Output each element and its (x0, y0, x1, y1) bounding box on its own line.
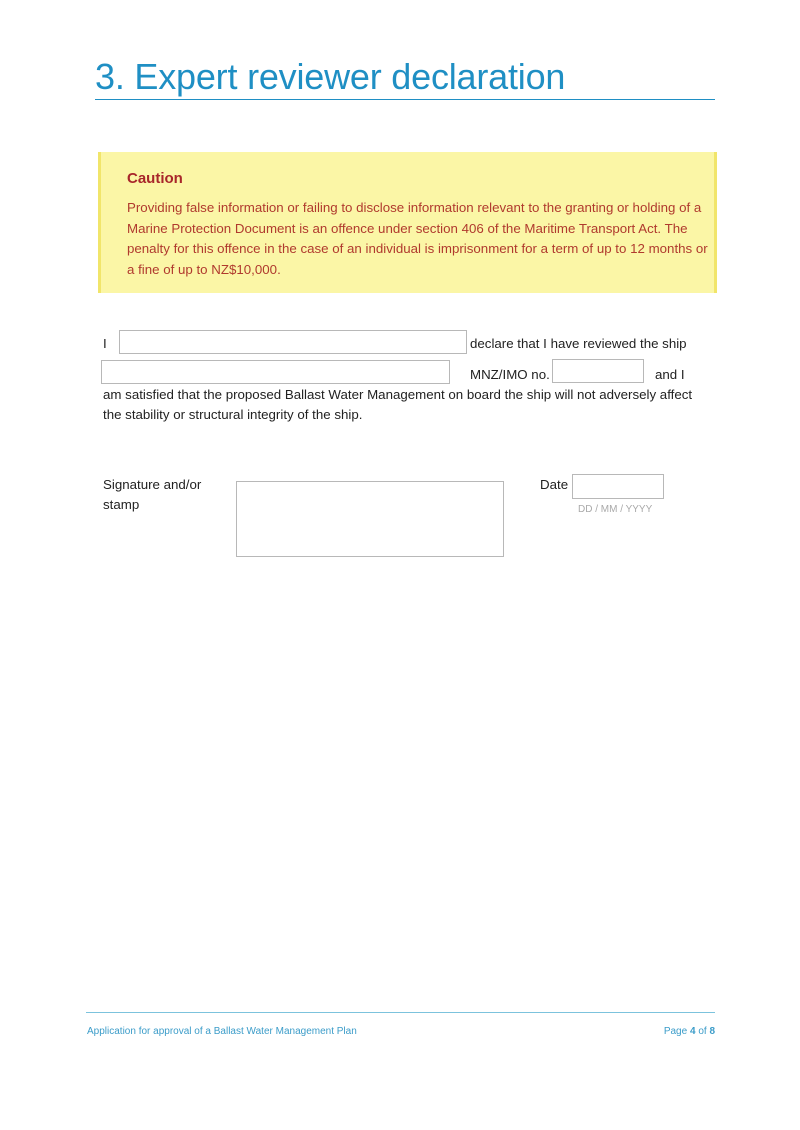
date-format-hint: DD / MM / YYYY (578, 504, 653, 515)
footer-divider (86, 1012, 715, 1013)
date-label: Date (540, 477, 569, 492)
page-prefix: Page (663, 1026, 688, 1037)
footer-page-number (664, 1026, 715, 1037)
title-divider (95, 99, 715, 100)
reviewer-name-field[interactable] (119, 330, 467, 354)
caution-text: Providing false information or failing to disclose information relevant to the granting or holding of a Marine Protection Document is an offence under section 406 of the Maritime Transport Act. The penalty for this offence in the case of an individual is imprisonment for a term of up to 12 months or a fine of up to NZ$10,000. (127, 200, 708, 277)
declaration-text-3: the stability or structural integrity of the ship. (103, 407, 363, 422)
imo-label: MNZ/IMO no. (470, 367, 550, 382)
footer-document-title: Application for approval of a Ballast Water Management Plan (87, 1026, 357, 1037)
declaration-text-2: am satisfied that the proposed Ballast Water Management on board the ship will not adversely affect (103, 387, 693, 402)
signature-stamp-field[interactable] (236, 481, 504, 557)
signature-label-stamp: stamp (103, 497, 140, 512)
page-current: 4 (689, 1026, 696, 1037)
signature-label: Signature and/or (103, 477, 202, 492)
imo-number-field[interactable] (552, 359, 644, 383)
ship-name-field[interactable] (101, 360, 450, 384)
declaration-text-1: declare that I have reviewed the ship (470, 336, 687, 351)
declaration-prefix: I (103, 336, 107, 351)
caution-box (98, 152, 717, 293)
caution-title: Caution (127, 170, 183, 187)
date-field[interactable] (572, 474, 664, 499)
declaration-and-i: and I (655, 367, 685, 382)
page-of: of (698, 1026, 707, 1037)
page-total: 8 (709, 1026, 715, 1037)
page-title: 3. Expert reviewer declaration (95, 56, 566, 97)
